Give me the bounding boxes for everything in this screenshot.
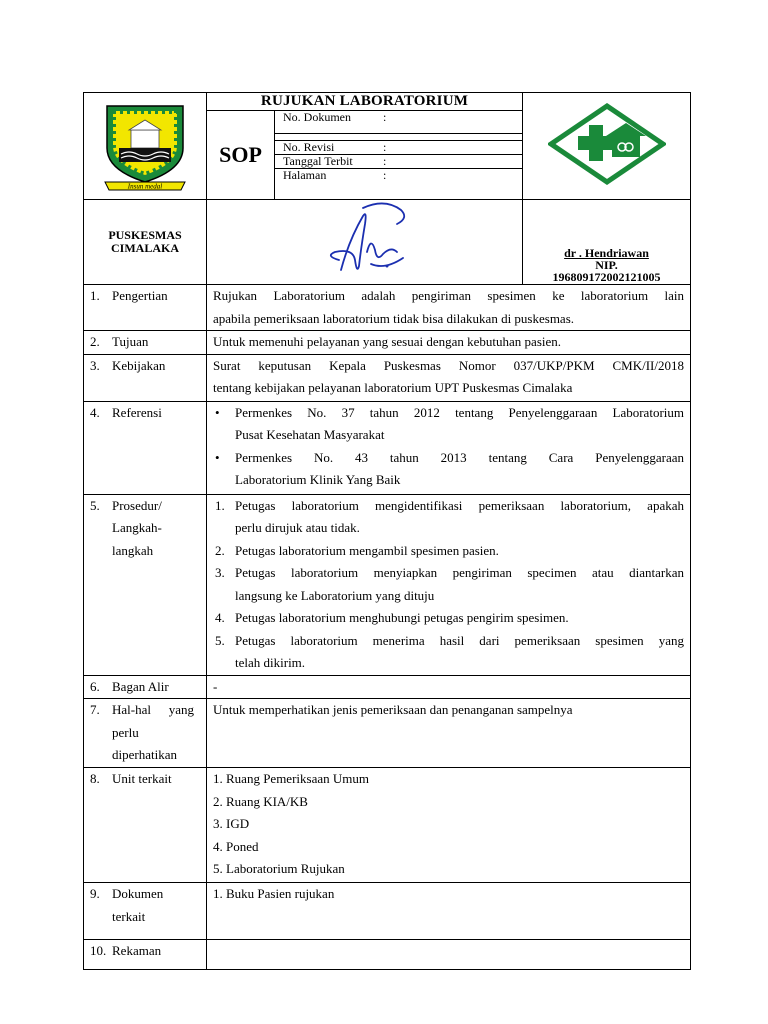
- puskesmas-name: PUSKESMAS CIMALAKA: [84, 200, 207, 285]
- content-table: [83, 284, 691, 970]
- row-prosedur: 5. Prosedur/ Langkah- langkah 1. Petugas laboratorium mengidentifikasi pemeriksaan laboratorium, apakah perlu dirujuk atau tidak. 2. Petugas laboratorium mengambil spesimen pasien. 3. Petugas laboratorium menyiapkan pengiriman specimen atau diantarkan langsung ke Laboratorium yang dituju 4. Petugas laboratorium menghubungi petugas pengirim spesimen. 5. Petugas laboratorium menerima hasil dari pemeriksaan spesimen yang telah dikirim.: [84, 494, 691, 675]
- doctor-signature-block: [523, 200, 691, 285]
- row-hal-hal: 7. Hal-hal yang perlu diperhatikan Untuk memperhatikan jenis pemeriksaan dan penanganan sampelnya: [84, 699, 691, 768]
- row-bagan-alir: 6. Bagan Alir -: [84, 675, 691, 699]
- logo-ribbon-text: Insun medal: [127, 182, 163, 191]
- document-title: RUJUKAN LABORATORIUM: [207, 93, 523, 111]
- row-kebijakan: 3. Kebijakan Surat keputusan Kepala Puskesmas Nomor 037/UKP/PKM CMK/II/2018 tentang kebijakan pelayanan laboratorium UPT Puskesmas Cimalaka: [84, 354, 691, 401]
- procedure-step: 1. Petugas laboratorium mengidentifikasi pemeriksaan laboratorium, apakah perlu dirujuk atau tidak.: [215, 497, 684, 535]
- procedure-step: 4. Petugas laboratorium menghubungi petugas pengirim spesimen.: [215, 610, 569, 625]
- meta-no-dokumen: No. Dokumen :: [275, 111, 523, 134]
- sop-document: [83, 92, 690, 970]
- row-rekaman: 10. Rekaman: [84, 940, 691, 970]
- nip-number: 196809172002121005: [552, 270, 661, 284]
- reference-item: • Permenkes No. 37 tahun 2012 tentang Penyelenggaraan Laboratorium Pusat Kesehatan Masyarakat: [213, 402, 684, 447]
- meta-halaman: Halaman :: [275, 169, 523, 200]
- bullet-icon: •: [215, 449, 220, 465]
- signature-icon: [305, 200, 425, 280]
- procedure-step: 2. Petugas laboratorium mengambil spesimen pasien.: [215, 542, 499, 558]
- meta-no-revisi: No. Revisi :: [275, 141, 523, 155]
- bullet-icon: •: [215, 404, 220, 420]
- row-tujuan: 2. Tujuan Untuk memenuhi pelayanan yang sesuai dengan kebutuhan pasien.: [84, 331, 691, 355]
- procedure-step: 5. Petugas laboratorium menerima hasil dari pemeriksaan spesimen yang telah dikirim.: [215, 632, 684, 670]
- procedure-step: 3. Petugas laboratorium menyiapkan pengiriman specimen atau diantarkan langsung ke Laboratorium yang dituju: [215, 565, 684, 603]
- unit-item: 5. Laboratorium Rujukan: [213, 861, 345, 876]
- row-referensi: 4. Referensi • Permenkes No. 37 tahun 2012 tentang Penyelenggaraan Laboratorium Pusat Kesehatan Masyarakat • Permenkes No. 43 tahun 2013 tentang Cara Penyelenggaraan Laboratorium Klinik Yang Baik: [84, 401, 691, 494]
- doctor-name: dr . Hendriawan: [564, 246, 649, 260]
- sop-label: SOP: [207, 111, 275, 200]
- logo-right-cell: [523, 93, 691, 200]
- signature-cell: [207, 200, 523, 285]
- puskesmas-logo-icon: [548, 103, 666, 185]
- row-unit-terkait: 8. Unit terkait 1. Ruang Pemeriksaan Umum 2. Ruang KIA/KB 3. IGD 4. Poned 5. Laboratorium Rujukan: [84, 768, 691, 883]
- unit-item: 1. Ruang Pemeriksaan Umum: [213, 771, 369, 786]
- reference-item: • Permenkes No. 43 tahun 2013 tentang Cara Penyelenggaraan Laboratorium Klinik Yang Baik: [213, 447, 684, 492]
- logo-left-cell: [84, 93, 207, 200]
- unit-item: 3. IGD: [213, 816, 250, 831]
- unit-item: 2. Ruang KIA/KB: [213, 793, 308, 809]
- meta-tanggal-terbit: Tanggal Terbit :: [275, 155, 523, 169]
- unit-item: 4. Poned: [213, 838, 259, 854]
- nip-label: NIP.: [595, 258, 618, 272]
- row-pengertian: 1. Pengertian Rujukan Laboratorium adalah pengiriman spesimen ke laboratorium lain apabila pemeriksaan laboratorium tidak bisa dilakukan di puskesmas.: [84, 285, 691, 331]
- header-table: [83, 92, 691, 285]
- sumedang-logo-icon: [99, 96, 191, 192]
- row-dokumen-terkait: 9. Dokumen terkait 1. Buku Pasien rujukan: [84, 883, 691, 940]
